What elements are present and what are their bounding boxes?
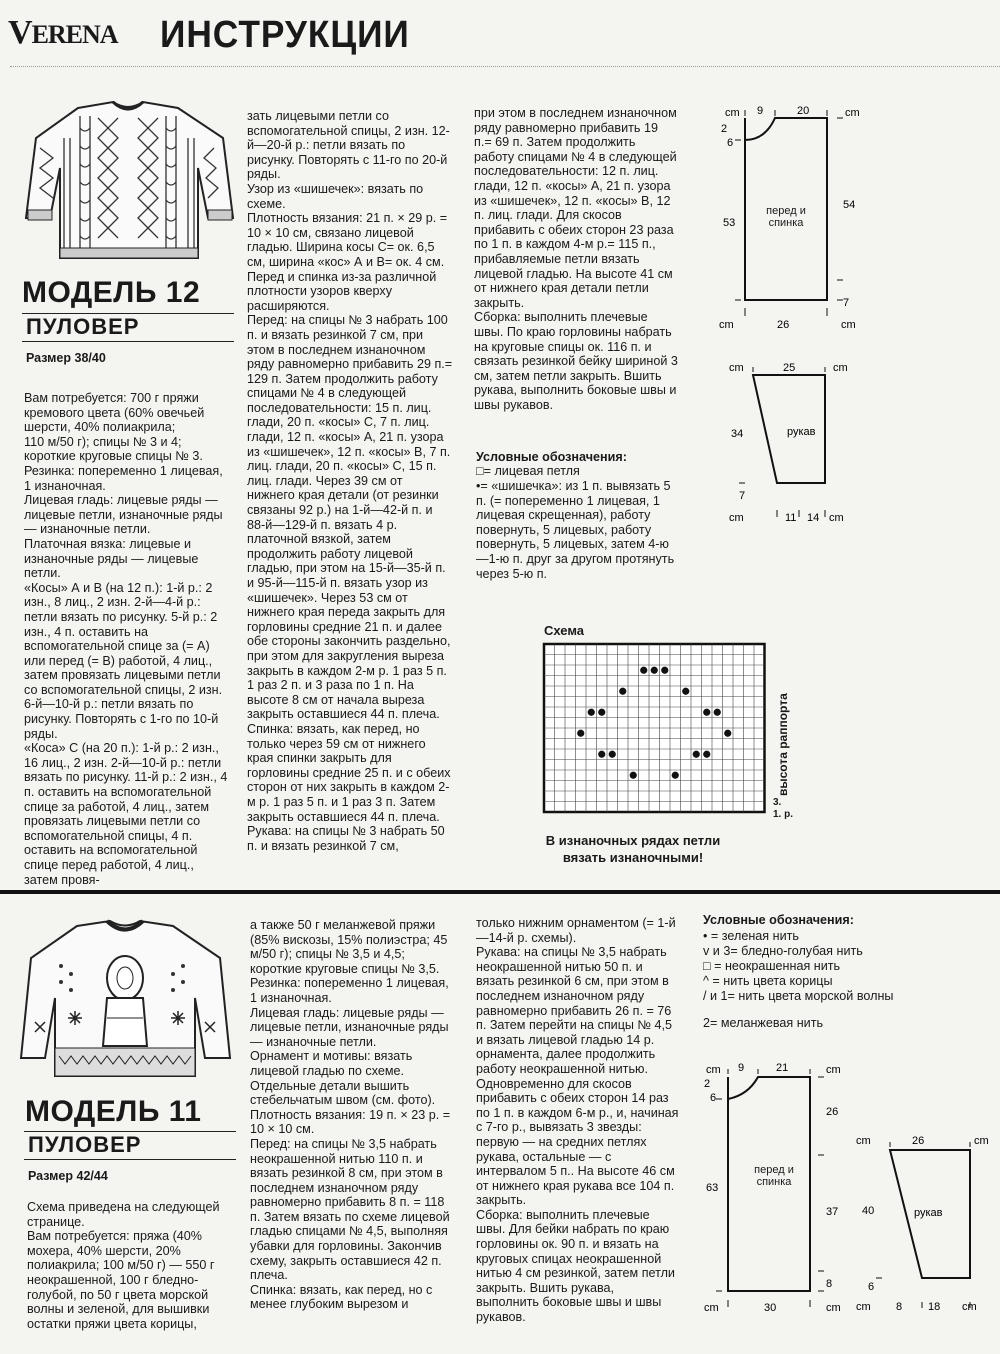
pullover-illustration-12 — [18, 98, 240, 266]
body-label-12: перед и спинка — [766, 205, 806, 229]
dim-label: 7 — [739, 490, 746, 502]
model12-text-col2: зать лицевыми петли со вспомогательной спицы, 2 изн. 12-й—20-й р.: петли вязать по рисунку. Повторять с 11-го по 20-й ряды. Узор из «шишечек»: вязать по схеме. Плотность вязания: 21 п. × 29 р. = 10 × 10 см, связано лицевой гладью. Ширина косы С= ок. 6,5 см, ширина «кос» А и В= ок. 4 см. Перед и спинка из-за различной плотности узоров кверху расширяются. Перед: на спицы № 3 набрать 100 п. и вязать резинкой 7 см, при этом в последнем изнаночном ряду равномерно прибавить 29 п.= 129 п. Затем продолжить работу спицами № 4 в следующей последовательности: 15 п. лиц. глади, 20 п. «косы» С, 7 п. лиц. глади, 12 п. «косы» А, 21 п. узора из «шишечек», 12 п. «косы» В, 7 п. лиц. глади, 20 п. «косы» С, 15 п. лиц. глади. Через 39 см от нижнего края детали (от резинки связаны 92 р.) на 1-й—42-й п. и 88-й—129-й п. вязать 4 р. платочной вязкой, затем продолжить работу лицевой гладью, при этом на 15-й—35-й п. и 95-й—115-й п. вязать узор из «шишечек». Через 53 см от нижнего края переда закрыть для горловины средние 21 п. и далее обе стороны закончить раздельно, при этом для закругления выреза закрыть в каждом 2-м р. 1 раз 5 п. 1 раз 2 п. и 3 раза по 1 п. На высоте 8 см от начала выреза закрыть оставшиеся 44 п. плеча. Спинка: вязать, как перед, но только через 59 см от нижнего края спинки закрыть для горловины средние 25 п. и с обеих сторон от них закрыть в каждом 2-м р. 1 раз 5 п. и 1 раз 3 п. Затем закрыть оставшиеся 44 п. плеча. Рукава: на спицы № 3 набрать 50 п. и вязать резинкой 7 см, — [247, 109, 453, 853]
dim-label: 30 — [764, 1302, 777, 1314]
pullover-illustration-11 — [15, 918, 237, 1090]
bobble-symbol — [724, 730, 731, 737]
model12-text-col3: при этом в последнем изнаночном ряду равномерно прибавить 19 п.= 69 п. Затем продолжить работу спицами № 4 в следующей последовательности: 12 п. лиц. глади, 12 п. «косы» А, 21 п. узора из «шишечек», 12 п. «косы» В, 12 п. лиц. глади. Для скосов прибавить с обеих сторон 23 раза по 1 п. в каждом 4-м р.= 115 п., прибавляемые петли вязать лицевой гладью. На высоте 41 см от нижнего края детали петли закрыть. Сборка: выполнить плечевые швы. По краю горловины набрать на круговые спицы ок. 116 п. и связать резинкой бейку шириной 3 см, затем петли закрыть. Вшить рукава, выполнить боковые швы и швы рукавов. — [474, 106, 678, 412]
model11-title: МОДЕЛЬ 11 — [25, 1095, 202, 1128]
dim-label: 34 — [731, 428, 744, 440]
model12-legend-bobble: •= «шишечка»: из 1 п. вывязать 5 п. (= попеременно 1 лицевая, 1 лицевая скрещенная), работу повернуть, 5 лицевых, работу повернуть, 5 лицевых, затем 4-ю—1-ю п. друг за другом протянуть через 5-ю п. — [476, 479, 675, 581]
dim-label: 8 — [826, 1278, 833, 1290]
model12-legend-knit: □= лицевая петля — [476, 464, 580, 478]
cm-label: cm — [962, 1301, 977, 1313]
scheme-row-label: 3. — [773, 797, 782, 808]
dim-label: 54 — [843, 199, 856, 211]
bobble-symbol — [703, 709, 710, 716]
bobble-symbol — [588, 709, 595, 716]
dim-label: 21 — [776, 1062, 789, 1074]
cm-label: cm — [719, 319, 734, 331]
cm-label: cm — [974, 1135, 989, 1147]
bobble-symbol — [619, 688, 626, 695]
masthead-divider — [10, 66, 1000, 67]
scheme-note: В изнаночных рядах петли вязать изнаночными! — [545, 833, 721, 865]
body-label-11: перед и спинка — [754, 1164, 794, 1188]
model11-legend-item: / и 1= нить цвета морской волны — [703, 989, 894, 1003]
sleeve-diagram-11 — [850, 1130, 1000, 1325]
sleeve-diagram-12 — [725, 355, 905, 530]
cm-label: cm — [706, 1064, 721, 1076]
dim-label: 9 — [738, 1062, 745, 1074]
bobble-symbol — [651, 667, 658, 674]
cm-label: cm — [856, 1301, 871, 1313]
model11-legend-item: ^ = нить цвета корицы — [703, 974, 833, 988]
model11-legend-title: Условные обозначения: — [703, 913, 854, 927]
divider — [22, 341, 234, 342]
dim-label: 63 — [706, 1182, 719, 1194]
cm-label: cm — [845, 107, 860, 119]
sleeve-label: рукав — [914, 1207, 943, 1219]
bobble-symbol — [693, 751, 700, 758]
dim-label: 25 — [783, 362, 796, 374]
model11-legend-item: • = зеленая нить — [703, 929, 799, 943]
bobble-symbol — [630, 772, 637, 779]
bobble-symbol — [598, 709, 605, 716]
scheme-grid — [540, 640, 800, 830]
svg-text:cm: cm — [725, 107, 740, 119]
bobble-symbol — [577, 730, 584, 737]
dim-label: 9 — [757, 105, 764, 117]
cm-label: cm — [729, 362, 744, 374]
cm-label: cm — [856, 1135, 871, 1147]
dim-label: 40 — [862, 1205, 875, 1217]
dim-label: 20 — [797, 105, 810, 117]
model12-subtitle: ПУЛОВЕР — [26, 314, 140, 339]
dim-label: 2 — [721, 123, 728, 135]
bobble-symbol — [609, 751, 616, 758]
bobble-symbol — [640, 667, 647, 674]
section-divider — [0, 890, 1000, 894]
dim-label: 18 — [928, 1301, 941, 1313]
dim-label: 37 — [826, 1206, 839, 1218]
model11-legend-item: v и 3= бледно-голубая нить — [703, 944, 863, 958]
bobble-symbol — [661, 667, 668, 674]
cm-label: cm — [833, 362, 848, 374]
dim-label: 6 — [727, 137, 734, 149]
bobble-symbol — [714, 709, 721, 716]
model11-legend-item: 2= меланжевая нить — [703, 1016, 824, 1030]
divider — [24, 1159, 236, 1160]
model11-text-col2: а также 50 г меланжевой пряжи (85% вискозы, 15% полиэстра; 45 м/50 г); спицы № 3,5 и 4,5; короткие круговые спицы № 3,5. Резинка: попеременно 1 лицевая, 1 изнаночная. Лицевая гладь: лицевые ряды — лицевые петли, изнаночные ряды — изнаночные петли. Орнамент и мотивы: вязать лицевой гладью по схеме. Отдельные детали вышить стебельчатым швом (см. фото). Плотность вязания: 19 п. × 23 р. = 10 × 10 см. Перед: на спицы № 3,5 набрать неокрашенной нитью 110 п. и вязать резинкой 8 см, при этом в последнем изнаночном ряду равномерно прибавить 8 п. = 118 п. Затем вязать по схеме лицевой гладью спицами № 4,5, выполняя убавки для горловины. Закончив схему, закрыть оставшиеся 42 п. плеча. Спинка: вязать, как перед, но с менее глубоким вырезом и — [250, 918, 451, 1312]
dim-label: 8 — [896, 1301, 903, 1313]
cm-label: cm — [826, 1064, 841, 1076]
section-title: ИНСТРУКЦИИ — [160, 14, 410, 56]
dim-label: 26 — [826, 1106, 839, 1118]
dim-label: 6 — [868, 1281, 875, 1293]
scheme-title: Схема — [544, 623, 585, 638]
model11-subtitle: ПУЛОВЕР — [28, 1132, 142, 1157]
model12-size: Размер 38/40 — [26, 351, 106, 365]
body-diagram-11 — [700, 1055, 860, 1325]
model11-legend-item: □ = неокрашенная нить — [703, 959, 841, 973]
cm-label: cm — [841, 319, 856, 331]
model11-text-col3: только нижним орнаментом (= 1-й—14-й р. схемы). Рукава: на спицы № 3,5 набрать неокрашенной нитью 50 п. и вязать резинкой 6 см, при этом в последнем изнаночном ряду равномерно прибавить 26 п. = 76 п. Затем перейти на спицы № 4,5 и вязать лицевой гладью 14 р. орнамента, далее продолжить работу неокрашенной нитью. Одновременно для скосов прибавить с обеих сторон 14 раз по 1 п. в каждом 6-м р., и, начиная с 7-го р., вывязать 3 звезды: первую — на средних петлях рукава, остальные — с интервалом 5 п.. На высоте 46 см от нижнего края рукава все 104 п. закрыть. Сборка: выполнить плечевые швы. Для бейки набрать по краю горловины ок. 90 п. и вязать на круговых спицах неокрашенной нитью 4 см резинкой, затем петли закрыть. Вшить рукава, выполнить боковые швы и швы рукавов. — [476, 916, 679, 1325]
model11-size: Размер 42/44 — [28, 1169, 108, 1183]
bobble-symbol — [703, 751, 710, 758]
scheme-row-label: 1. р. — [773, 809, 794, 820]
dim-label: 2 — [704, 1078, 711, 1090]
sleeve-label: рукав — [787, 426, 816, 438]
model12-legend-title: Условные обозначения: — [476, 450, 627, 464]
bobble-symbol — [672, 772, 679, 779]
dim-label: 26 — [777, 319, 790, 331]
dim-label: 7 — [843, 297, 850, 309]
dim-label: 6 — [710, 1092, 717, 1104]
cm-label: cm — [829, 512, 844, 524]
dim-label: 26 — [912, 1135, 925, 1147]
dim-label: 11 — [785, 512, 797, 524]
scheme-repeat-height-label: высота раппорта — [776, 693, 790, 797]
model11-text-col1: Схема приведена на следующей странице. Вам потребуется: пряжа (40% мохера, 40% шерсти, 20% полиакрила; 100 м/50 г) — 550 г неокрашенной, 100 г бледно-голубой, по 50 г цвета морской волны и зеленой, для вышивки остатки пряжи цвета корицы, — [27, 1200, 220, 1331]
cm-label: cm — [704, 1302, 719, 1314]
model12-title: МОДЕЛЬ 12 — [22, 276, 201, 309]
dim-label: 14 — [807, 512, 820, 524]
dim-label: 53 — [723, 217, 736, 229]
cm-label: cm — [729, 512, 744, 524]
bobble-symbol — [682, 688, 689, 695]
cm-label: cm — [826, 1302, 841, 1314]
bobble-symbol — [598, 751, 605, 758]
model12-text-col1: Вам потребуется: 700 г пряжи кремового цвета (60% овечьей шерсти, 40% полиакрила; 110 м/50 г); спицы № 3 и 4; короткие круговые спицы № 3. Резинка: попеременно 1 лицевая, 1 изнаночная. Лицевая гладь: лицевые ряды — лицевые петли, изнаночные ряды — изнаночные петли. Платочная вязка: лицевые и изнаночные ряды — лицевые петли. «Косы» А и В (на 12 п.): 1-й р.: 2 изн., 8 лиц., 2 изн. 2-й—4-й р.: петли вязать по рисунку. 5-й р.: 2 изн., 4 п. оставить на вспомогательной спице за (= А) или перед (= В) работой, 4 лиц., затем провязать лицевыми петли со вспомогательной спицы, 2 изн. 6-й—10-й р.: петли вязать по рисунку. Повторять с 1-го по 10-й ряды. «Коса» С (на 20 п.): 1-й р.: 2 изн., 16 лиц., 2 изн. 2-й—10-й р.: петли вязать по рисунку. 11-й р.: 2 изн., 4 п. оставить на вспомогательной спице за работой, 4 лиц., затем провязать лицевыми петли со вспомогательной спицы, 4 п. оставить на вспомогательной спице перед работой, 4 лиц., затем провя- — [24, 391, 228, 887]
brand-logo: VERENA — [8, 14, 118, 51]
